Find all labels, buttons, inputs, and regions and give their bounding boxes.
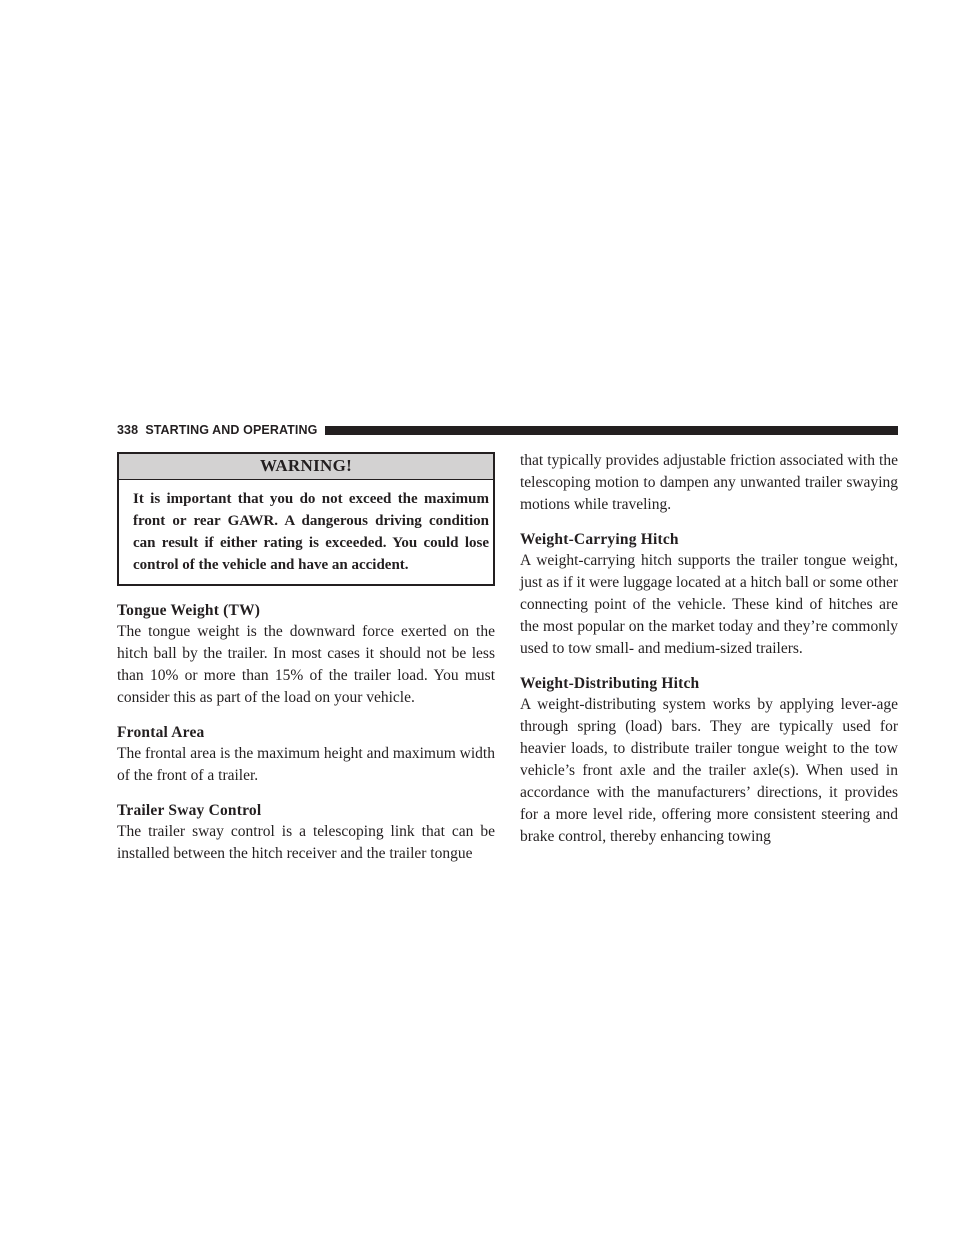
section-weight-distributing-hitch [520,673,898,848]
warning-box [117,452,495,586]
section-body: A weight-distributing system works by applying lever-age through spring (load) bars. They are typically used for heavier loads, to distribute trailer tongue weight to the tow vehicle’s front axle and the trailer axle(s). When used in accordance with the manufacturers’ directions, it provides for a more level ride, offering more consistent steering and brake control, thereby enhancing towing [520,696,898,845]
section-body: A weight-carrying hitch supports the trailer tongue weight, just as if it were luggage located at a hitch ball or some other connecting point of the vehicle. These kind of hitches are the most popular on the market today and they’re commonly used to tow small- and medium-sized trailers. [520,552,898,657]
section-body: The frontal area is the maximum height and maximum width of the front of a trailer. [117,745,495,784]
section-heading: Trailer Sway Control [117,802,262,819]
continued-paragraph: that typically provides adjustable friction associated with the telescoping motion to dampen any unwanted trailer swaying motions while traveling. [520,452,898,513]
section-heading: Frontal Area [117,724,205,741]
left-column [117,452,495,865]
section-title: STARTING AND OPERATING [145,423,318,437]
header-rule [325,426,898,435]
warning-text: It is important that you do not exceed the maximum front or rear GAWR. A dangerous driving condition can result if either rating is exceeded. You could lose control of the vehicle and have an accident. [133,491,489,573]
warning-title: WARNING! [119,454,493,480]
section-heading: Weight-Carrying Hitch [520,531,679,548]
section-body: The trailer sway control is a telescoping link that can be installed between the hitch receiver and the trailer tongue [117,823,495,862]
section-weight-carrying-hitch [520,529,898,660]
page-header [117,423,898,437]
section-trailer-sway-control [117,800,495,865]
section-heading: Weight-Distributing Hitch [520,675,700,692]
section-tongue-weight [117,600,495,709]
header-text [117,423,317,437]
page-number: 338 [117,423,139,437]
section-heading: Tongue Weight (TW) [117,602,261,619]
right-column [520,452,898,848]
section-frontal-area [117,722,495,787]
section-body: The tongue weight is the downward force exerted on the hitch ball by the trailer. In most cases it should not be less than 10% or more than 15% of the trailer load. You must consider this as part of the load on your vehicle. [117,623,495,706]
